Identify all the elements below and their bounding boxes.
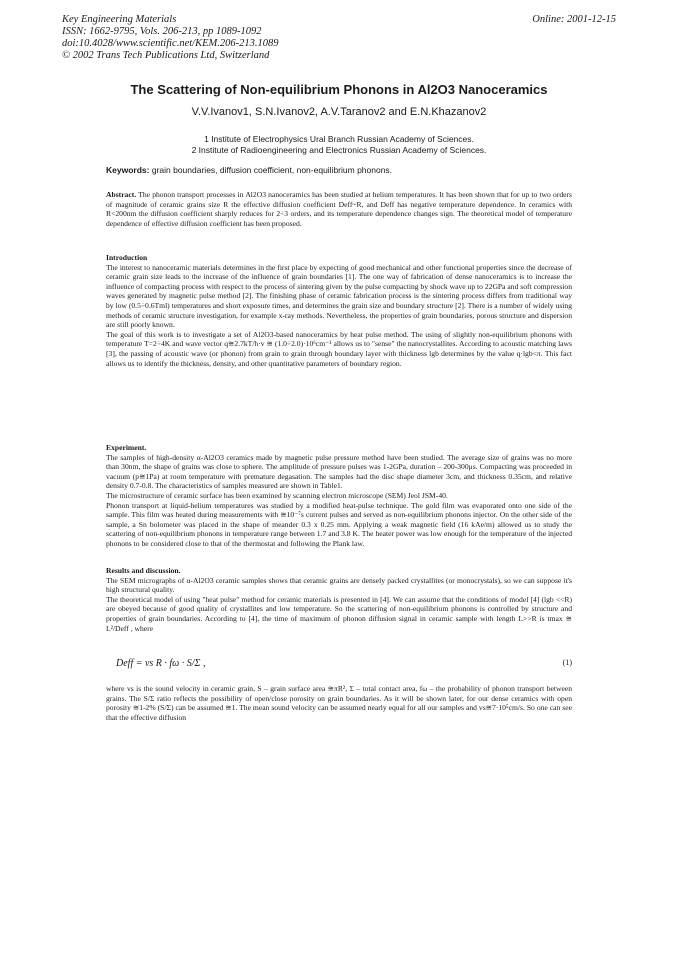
issn-line: ISSN: 1662-9795, Vols. 206-213, pp 1089-1092 — [62, 26, 262, 37]
affiliation-2: 2 Institute of Radioengineering and Electronics Russian Academy of Sciences. — [191, 145, 487, 155]
abstract-text: The phonon transport processes in Al2O3 nanoceramics has been studied at helium temperatures. It has been shown that for up to two orders of magnitude of ceramic grains size R the effective diffusion coefficient Deff~R, and Deff has negative temperature dependence. In ceramics with R<200nm the diffusion coefficient sharply reduces for 2÷3 orders, and its temperature dependence changes sign. The theoretical model of temperature dependence of effective diffusion coefficient has been proposed. — [106, 190, 573, 228]
abstract-section — [106, 190, 572, 228]
experiment-section — [106, 443, 572, 549]
abstract-label: Abstract. — [106, 190, 137, 199]
introduction-paragraph: The interest to nanoceramic materials determines in the first place by expecting of good mechanical and other functional properties since the decrease of ceramic grain size leads to the increase of the influence of grain boundaries [1]. The one way of fabrication of dense nanoceramics is to increase the influence of compacting process with respect to the process of sintering given by the pulse compacting by shock wave up to 22GPa and soft compression waves generated by magnetic pulse method [2]. The finishing phase of ceramic fabrication process is the sintering process differs from traditional way by low (0.5÷0.6Tml) temperatures and short exposure times, and determines the grain size and boundary structure [2]. There is a number of widely using methods of ceramic structure investigation, for example x-ray methods. Nevertheless, the properties of grain boundaries, porous structure and dispersion are still poorly known. — [106, 262, 572, 330]
journal-name: Key Engineering Materials — [62, 14, 177, 25]
copyright-line: © 2002 Trans Tech Publications Ltd, Switzerland — [62, 50, 270, 61]
results-paragraph: where vs is the sound velocity in ceramic grain, S – grain surface area ≅πR², Σ – total contact area, fω – the probability of phonon transport between grains. The S/Σ ratio reflects the possibility of open/close porosity on grain boundaries. As it will be shown later, for our dense ceramics with open porosity ≅1-2% (S/Σ) can be assumed ≅1. The mean sound velocity can be assumed nearly equal for all our samples and vs≅7·10⁵cm/s. So one can see that the effective diffusion — [106, 684, 572, 722]
experiment-heading: Experiment. — [106, 443, 147, 452]
keywords — [106, 165, 392, 175]
results-paragraph: The SEM micrographs of α-Al2O3 ceramic samples shows that ceramic grains are densely packed crystallites (or monocrystals), so we can suppose it's high structural quality. — [106, 575, 572, 595]
keywords-text: grain boundaries, diffusion coefficient, non-equilibrium phonons. — [151, 165, 393, 175]
introduction-paragraph: The goal of this work is to investigate a set of Al2O3-based nanoceramics by heat pulse method. The using of slightly non-equilibrium phonons with temperature T=2÷4K and wave vector q≅2.7kT/h·v ≅ (1.0÷2.0)·10⁶cm⁻¹ allows us to "sense" the nanocrystallites. According to acoustic matching laws [3], the passing of acoustic wave (or phonon) from grain to grain through boundary layer with thickness lgb determines by the value q·lgb<π. This fact allows us to identify the thickness, density, and other quantitative parameters of boundary region. — [106, 329, 572, 368]
doi-line[interactable]: doi:10.4028/www.scientific.net/KEM.206-213.1089 — [62, 38, 279, 49]
equation-1 — [106, 656, 572, 678]
paper-title: The Scattering of Non-equilibrium Phonons in Al2O3 Nanoceramics — [130, 82, 548, 97]
results-section — [106, 566, 572, 633]
experiment-paragraph: The microstructure of ceramic surface has been examined by scanning electron microscope (SEM) Jeol JSM-40. — [106, 490, 448, 500]
journal-header — [62, 14, 279, 62]
equation-number: (1) — [562, 658, 572, 667]
author-list: V.V.Ivanov1, S.N.Ivanov2, A.V.Taranov2 and E.N.Khazanov2 — [191, 106, 487, 118]
introduction-section — [106, 253, 572, 368]
online-date: Online: 2001-12-15 — [532, 14, 616, 25]
affiliation-1: 1 Institute of Electrophysics Ural Branch Russian Academy of Sciences. — [204, 134, 474, 144]
experiment-paragraph: Phonon transport at liquid-helium temperatures was studied by a modified heat-pulse technique. The gold film was evaporated onto one side of the sample. This film was heated during measurements with ≅10⁻⁷s current pulses and served as non-equilibrium phonons injector. On the other side of the sample, a Sn bolometer was placed in the shape of meander 0.3 x 0.25 mm. Applying a weak magnetic field (16 kAe/m) allowed us to study the scattering of non-equilibrium phonons in temperature range between 1.7 and 3.8 K. The heater power was low enough for the temperature of the injected phonons to be considered close to that of the thermostat and following the Plank law. — [106, 500, 572, 548]
results-continuation — [106, 684, 572, 722]
introduction-heading: Introduction — [106, 253, 148, 262]
results-heading: Results and discussion. — [106, 566, 181, 575]
equation-expression: Deff = vs R · fω · S/Σ , — [116, 658, 206, 669]
keywords-label: Keywords: — [106, 165, 150, 175]
results-paragraph: The theoretical model of using "heat pulse" method for ceramic materials is presented in [4]. We can assume that the conditions of model [4] (lgb <<R) are obeyed because of good quality of crystallites and low temperature. So the scattering of non-equilibrium phonons is controlled by structure and properties of grain boundaries. According to [4], the time of maximum of phonon diffusion signal in ceramic sample with length L>>R is tmax ≅ L²/Deff , where — [106, 594, 572, 633]
experiment-paragraph: The samples of high-density α-Al2O3 ceramics made by magnetic pulse pressure method have been studied. The average size of grains was no more than 30nm, the shape of grains was close to sphere. The amplitude of pressure pulses was 1-2GPa, duration – 200-300μs. Compacting was proceeded in vacuum (p≅1Pa) at room temperature with premature degasation. The samples had the disc shape diameter 3cm, and thickness 0.35cm, and relative density 0.7-0.8. The characteristics of samples measured are shown in Table1. — [106, 452, 572, 491]
